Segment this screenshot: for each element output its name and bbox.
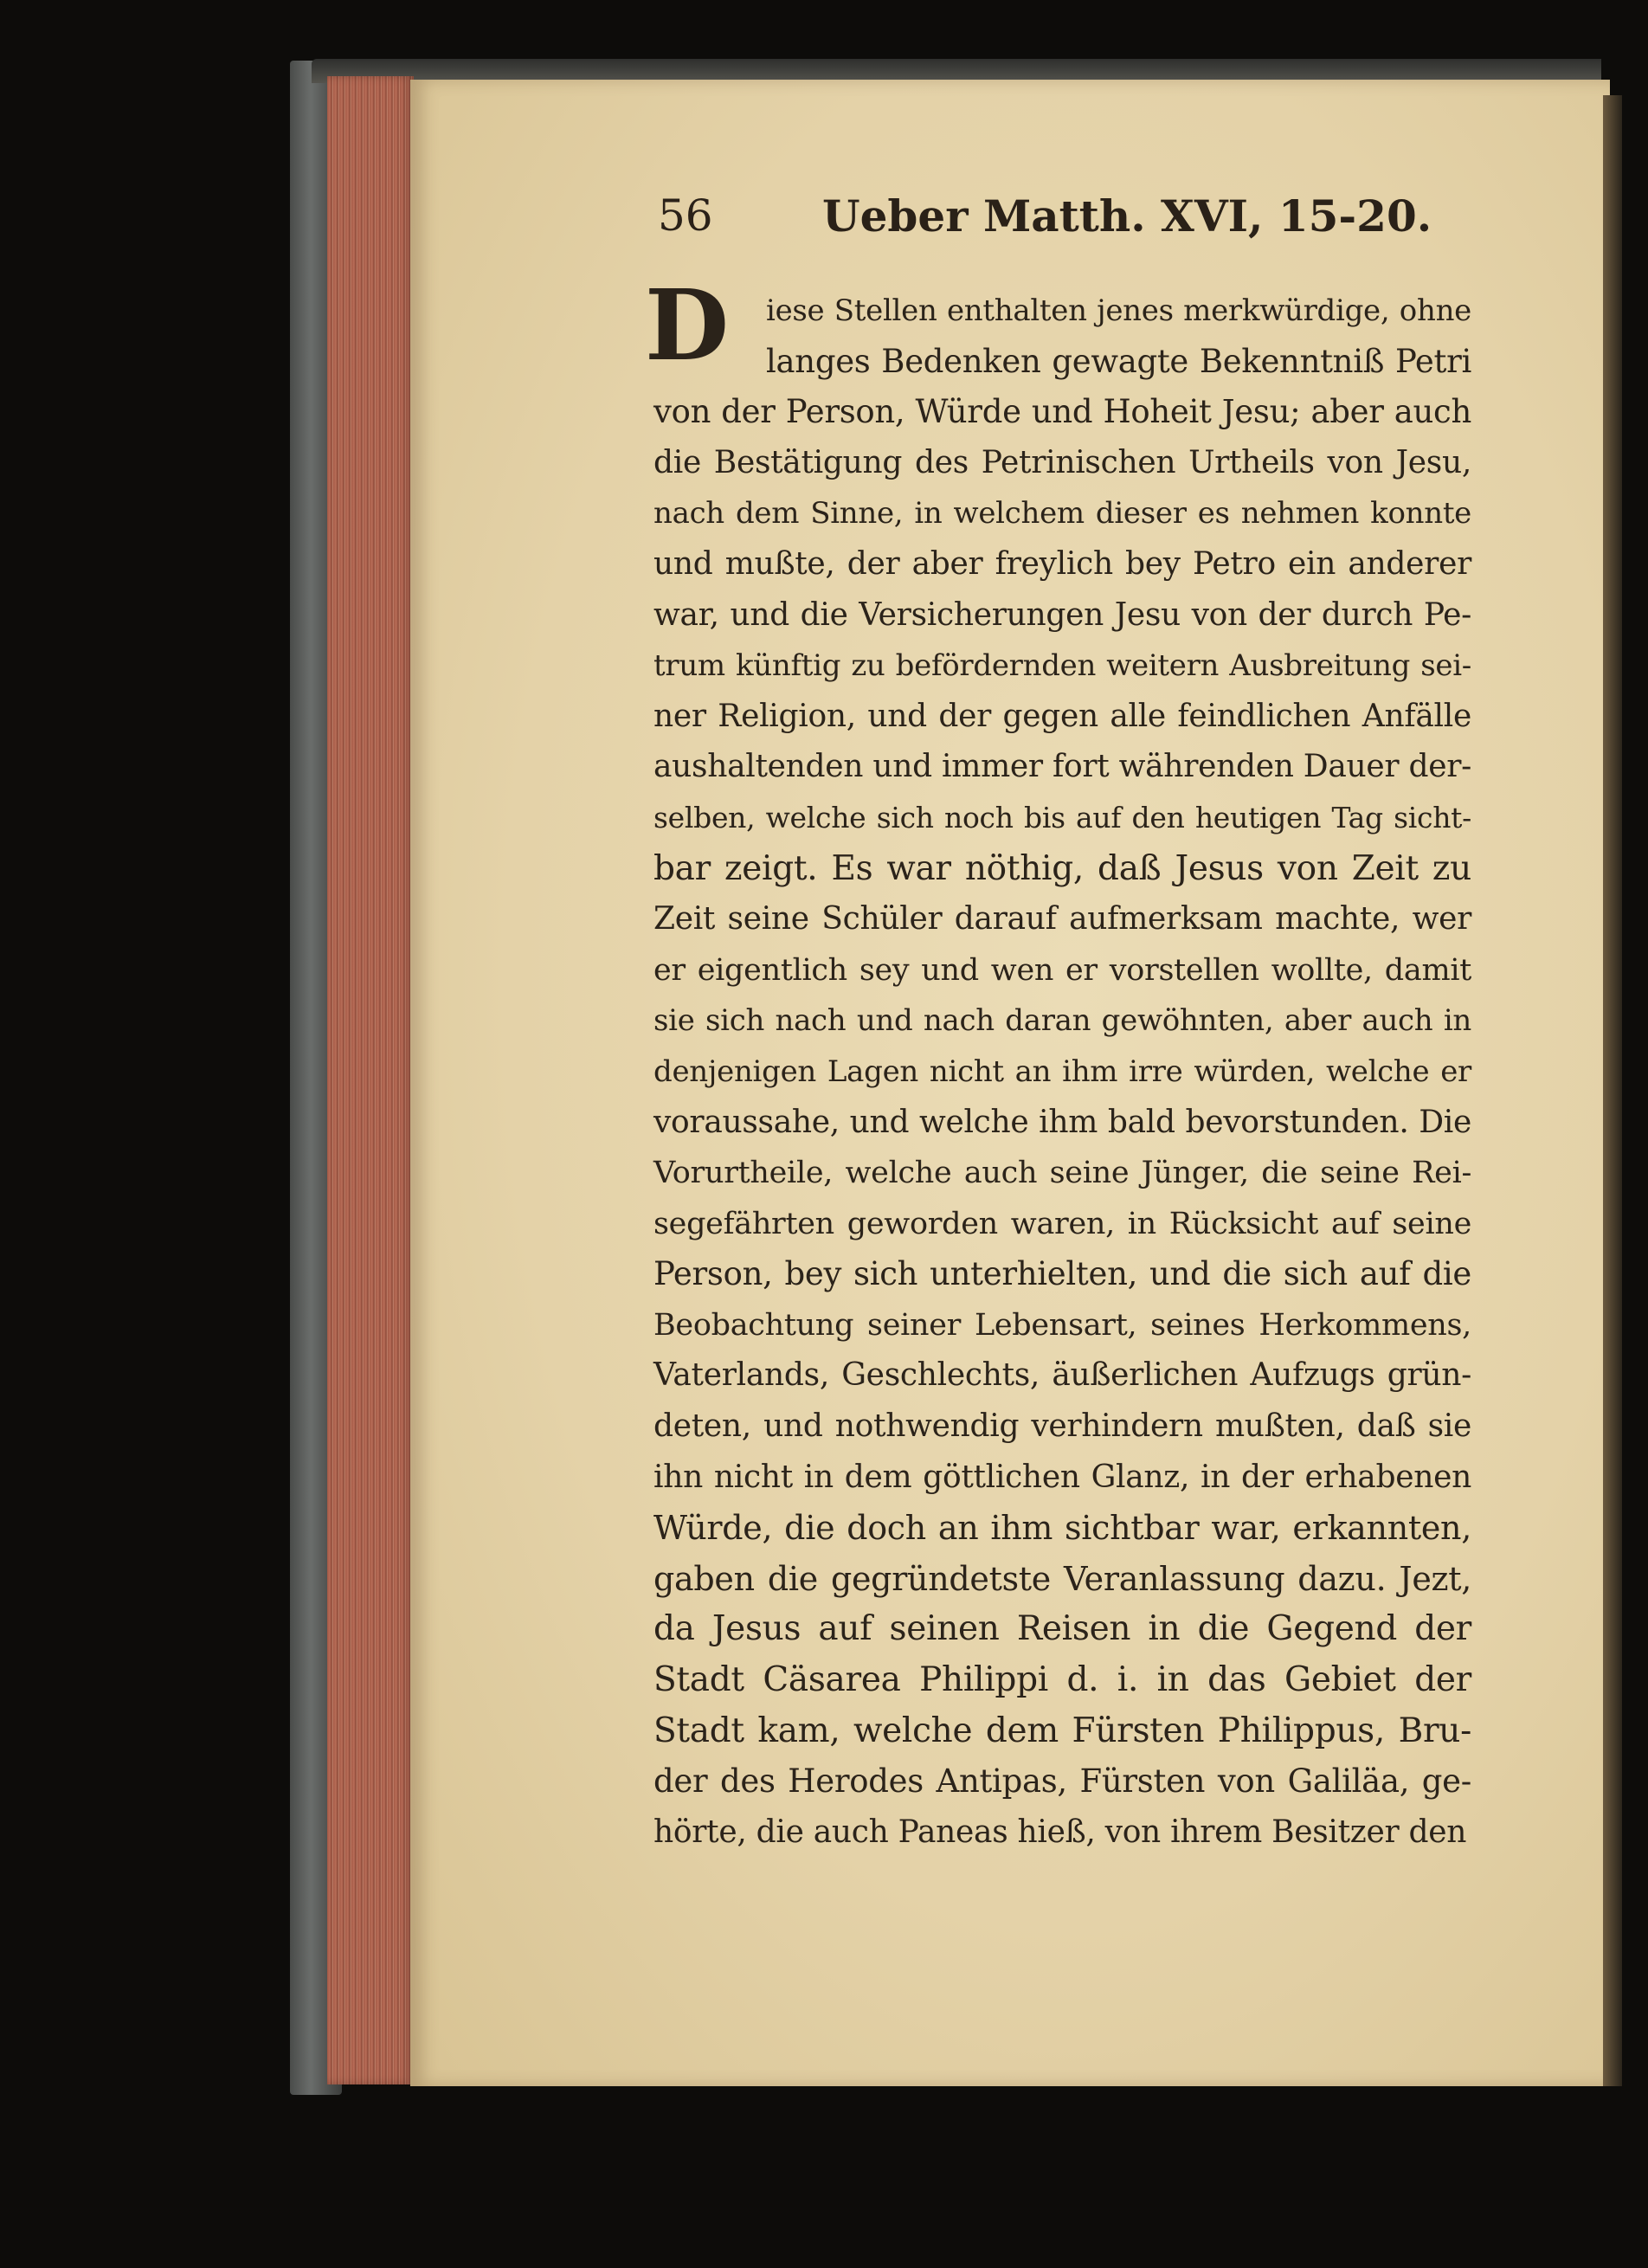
page-stack-edges [327,76,414,2084]
text-line: da Jesus auf seinen Reisen in die Gegend der [653,1609,1471,1649]
page-number: 56 [658,190,713,241]
text-line: der des Herodes Antipas, Fürsten von Galiläa, ge- [653,1762,1471,1801]
text-line: hörte, die auch Paneas hieß, von ihrem Besitzer den [653,1814,1467,1850]
text-line: selben, welche sich noch bis auf den heutigen Tag sicht- [653,800,1471,834]
text-line: nach dem Sinne, in welchem dieser es nehmen konnte [653,496,1471,532]
text-line: bar zeigt. Es war nöthig, daß Jesus von Zeit zu [653,848,1471,888]
text-line: langes Bedenken gewagte Bekenntniß Petri [766,342,1471,380]
text-line: Zeit seine Schüler darauf aufmerksam machte, wer [653,901,1471,937]
text-line: Stadt kam, welche dem Fürsten Philippus, Bru- [653,1711,1471,1750]
text-line: denjenigen Lagen nicht an ihm irre würden, welche er [653,1053,1471,1089]
drop-cap: D [645,269,730,383]
text-line: Würde, die doch an ihm sichtbar war, erkannten, [653,1509,1471,1548]
text-line: segefährten geworden waren, in Rücksicht auf seine [653,1206,1471,1241]
text-line: Stadt Cäsarea Philippi d. i. in das Gebiet der [653,1660,1471,1700]
text-line: gaben die gegründetste Veranlassung dazu. Jezt, [653,1559,1471,1598]
facing-page-edge [1603,95,1622,2086]
text-line: er eigentlich sey und wen er vorstellen wollte, damit [653,952,1471,988]
text-line: aushaltenden und immer fort währenden Dauer der- [653,749,1471,785]
text-line: war, und die Versicherungen Jesu von der durch Pe- [653,596,1471,633]
text-line: ihn nicht in dem göttlichen Glanz, in der erhabenen [653,1459,1471,1495]
text-line: trum künftig zu befördernden weitern Ausbreitung sei- [653,648,1471,684]
text-line: voraussahe, und welche ihm bald bevorstunden. Die [653,1104,1471,1140]
text-line: Person, bey sich unterhielten, und die sich auf die [653,1255,1471,1293]
body-text [645,269,1471,1858]
text-line: sie sich nach und nach daran gewöhnten, aber auch in [653,1003,1471,1039]
text-line: die Bestätigung des Petrinischen Urtheils von Jesu, [653,444,1471,480]
running-head: Ueber Matth. XVI, 15-20. [822,190,1432,242]
text-line: Vorurtheile, welche auch seine Jünger, die seine Rei- [653,1156,1471,1191]
page-header [658,190,1471,251]
text-line: Beobachtung seiner Lebensart, seines Herkommens, [653,1307,1471,1343]
text-line: ner Religion, und der gegen alle feindlichen Anfälle [653,698,1471,734]
text-line: von der Person, Würde und Hoheit Jesu; aber auch [653,393,1471,431]
text-line: deten, und nothwendig verhindern mußten, daß sie [653,1408,1471,1445]
text-line: Vaterlands, Geschlechts, äußerlichen Aufzugs grün- [653,1357,1471,1394]
text-line: iese Stellen enthalten jenes merkwürdige, ohne [766,293,1471,328]
text-line: und mußte, der aber freylich bey Petro ein anderer [653,545,1471,582]
